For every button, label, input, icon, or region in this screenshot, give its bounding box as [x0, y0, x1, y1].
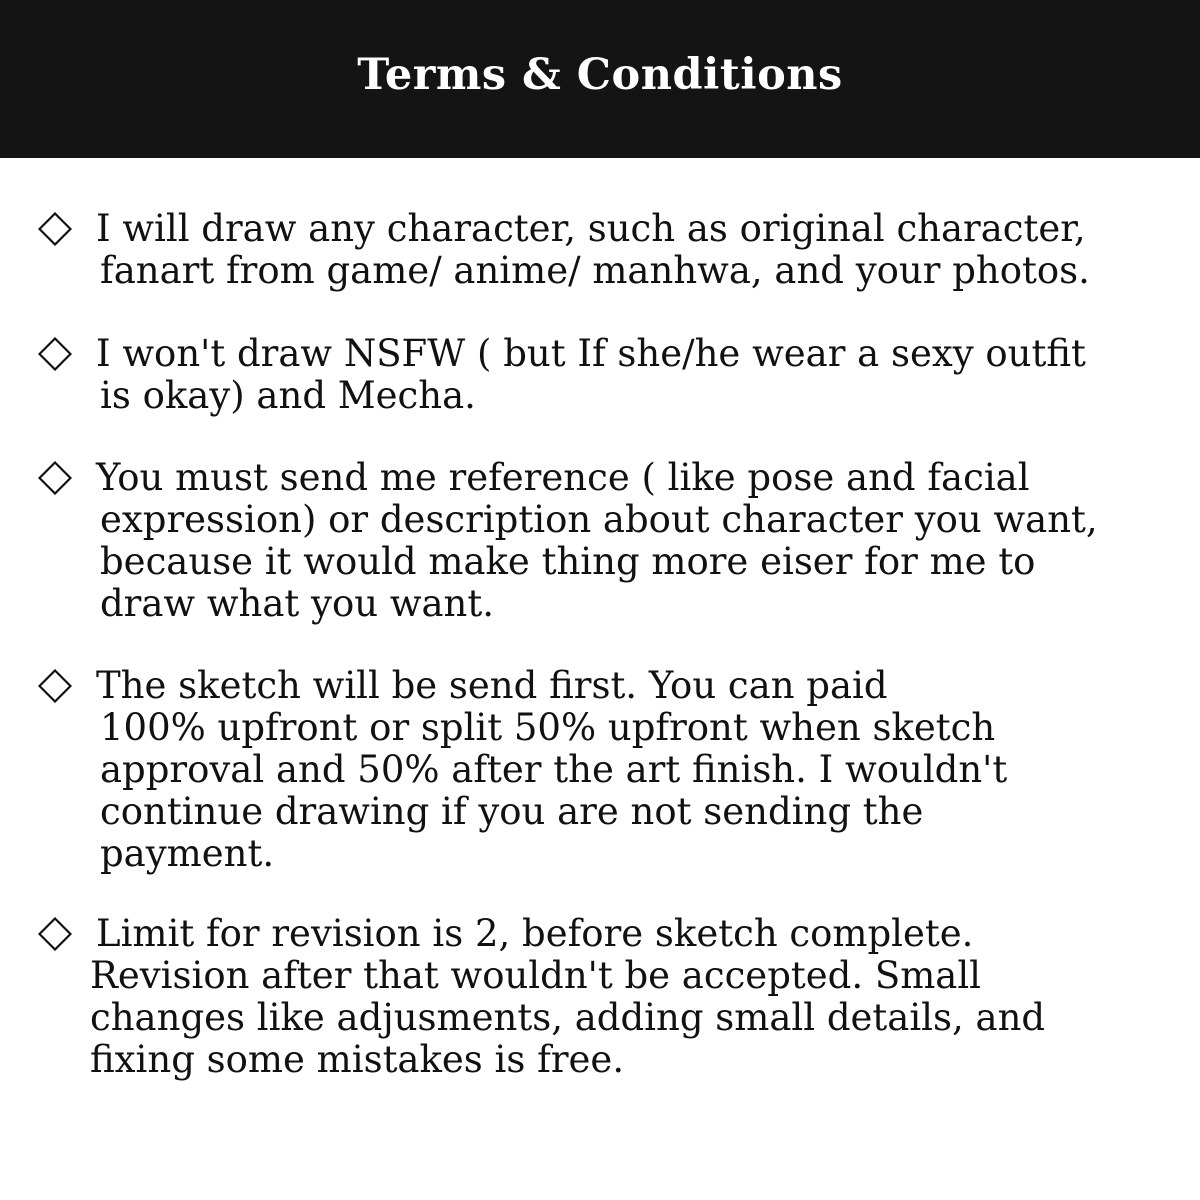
term-text-line: I won't draw NSFW ( but If she/he wear a sexy outfit [96, 332, 1086, 375]
term-text-line: approval and 50% after the art finish. I wouldn't [100, 748, 1008, 791]
term-text-line: payment. [100, 832, 275, 875]
term-text-line: changes like adjusments, adding small details, and [90, 996, 1046, 1039]
diamond-outline-icon [38, 917, 72, 951]
diamond-outline-icon [38, 461, 72, 495]
page-title: Terms & Conditions [357, 50, 843, 100]
term-text-line: draw what you want. [100, 582, 495, 625]
term-text-line: Limit for revision is 2, before sketch complete. [96, 912, 974, 955]
term-text-line: The sketch will be send first. You can paid [96, 664, 888, 707]
term-text-line: continue drawing if you are not sending the [100, 790, 924, 833]
term-text-line: Revision after that wouldn't be accepted. Small [90, 954, 982, 997]
term-text-line: expression) or description about character you want, [100, 498, 1098, 541]
term-text-line: fixing some mistakes is free. [90, 1038, 625, 1081]
term-text-line: fanart from game/ anime/ manhwa, and your photos. [100, 249, 1090, 292]
diamond-outline-icon [38, 669, 72, 703]
term-text-line: I will draw any character, such as original character, [96, 207, 1086, 250]
diamond-outline-icon [38, 337, 72, 371]
term-text-line: is okay) and Mecha. [100, 374, 476, 417]
term-text-line: because it would make thing more eiser for me to [100, 540, 1036, 583]
diamond-outline-icon [38, 212, 72, 246]
term-text-line: 100% upfront or split 50% upfront when sketch [100, 706, 996, 749]
header-bar [0, 0, 1200, 158]
term-text-line: You must send me reference ( like pose and facial [96, 456, 1030, 499]
